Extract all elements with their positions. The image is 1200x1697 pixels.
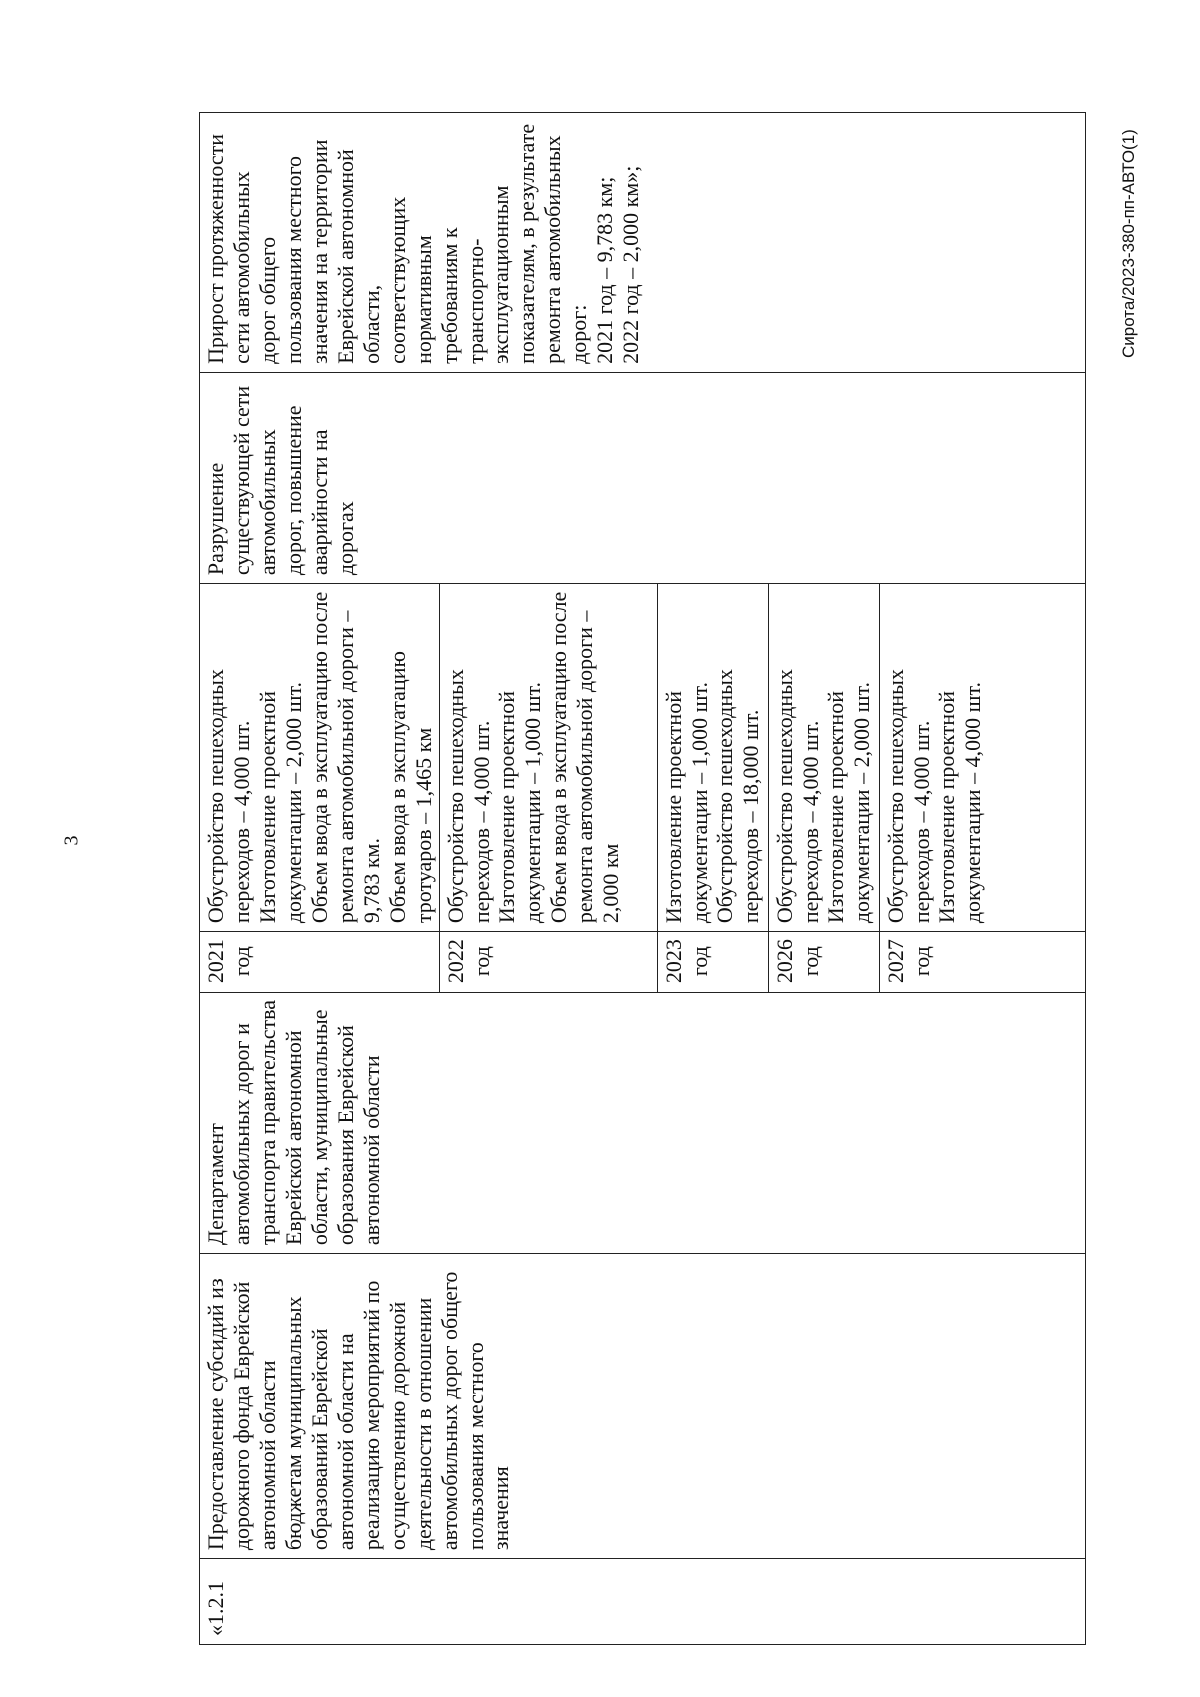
result-cell: Обустройство пешеходных переходов – 4,000 шт. Изготовление проектной документации – 2,000 шт. Объем ввода в эксплуатацию после ремонта автомобильной дороги – 9,783 км. Объем ввода в эксплуатацию тротуаров – 1,465 км: [200, 584, 440, 932]
risk-cell: Разрушение существующей сети автомобильных дорог, повышение аварийности на дорогах: [200, 372, 1086, 583]
indicator-cell: Прирост протяженности сети автомобильных дорог общего пользования местного значения на территории Еврейской автономной области, соответствующих нормативным требованиям к транспортно-эксплуатационным показателям, в результате ремонта автомобильных дорог: 2021 год – 9,783 км; 2022 год – 2,000 км»;: [200, 113, 1086, 373]
year-cell: 2021 год: [200, 932, 440, 993]
measures-table: [199, 112, 1086, 1645]
executor-cell: Департамент автомобильных дорог и транспорта правительства Еврейской автономной области, муниципальные образования Еврейской автономной области: [200, 993, 1086, 1254]
table-container: [199, 112, 1086, 1645]
document-code: Сирота/2023-380-пп-АВТО(1): [1119, 129, 1138, 358]
result-cell: Обустройство пешеходных переходов – 4,000 шт. Изготовление проектной документации – 2,000 шт.: [768, 584, 879, 932]
result-cell: Обустройство пешеходных переходов – 4,000 шт. Изготовление проектной документации – 4,000 шт.: [879, 584, 1085, 932]
item-number-cell: «1.2.1: [200, 1559, 1086, 1645]
year-cell: 2027 год: [879, 932, 1085, 993]
result-cell: Обустройство пешеходных переходов – 4,000 шт. Изготовление проектной документации – 1,000 шт. Объем ввода в эксплуатацию после ремонта автомобильной дороги – 2,000 км: [439, 584, 657, 932]
page-number: 3: [60, 835, 83, 846]
year-cell: 2022 год: [439, 932, 657, 993]
year-cell: 2026 год: [768, 932, 879, 993]
table-row: [200, 113, 440, 1645]
rotated-table: [199, 112, 1086, 1645]
measure-name-cell: Предоставление субсидий из дорожного фонда Еврейской автономной области бюджетам муниципальных образований Еврейской автономной области на реализацию мероприятий по осуществлению дорожной деятельности в отношении автомобильных дорог общего пользования местного значения: [200, 1254, 1086, 1559]
result-cell: Изготовление проектной документации – 1,000 шт. Обустройство пешеходных переходов – 18,000 шт.: [657, 584, 768, 932]
year-cell: 2023 год: [657, 932, 768, 993]
